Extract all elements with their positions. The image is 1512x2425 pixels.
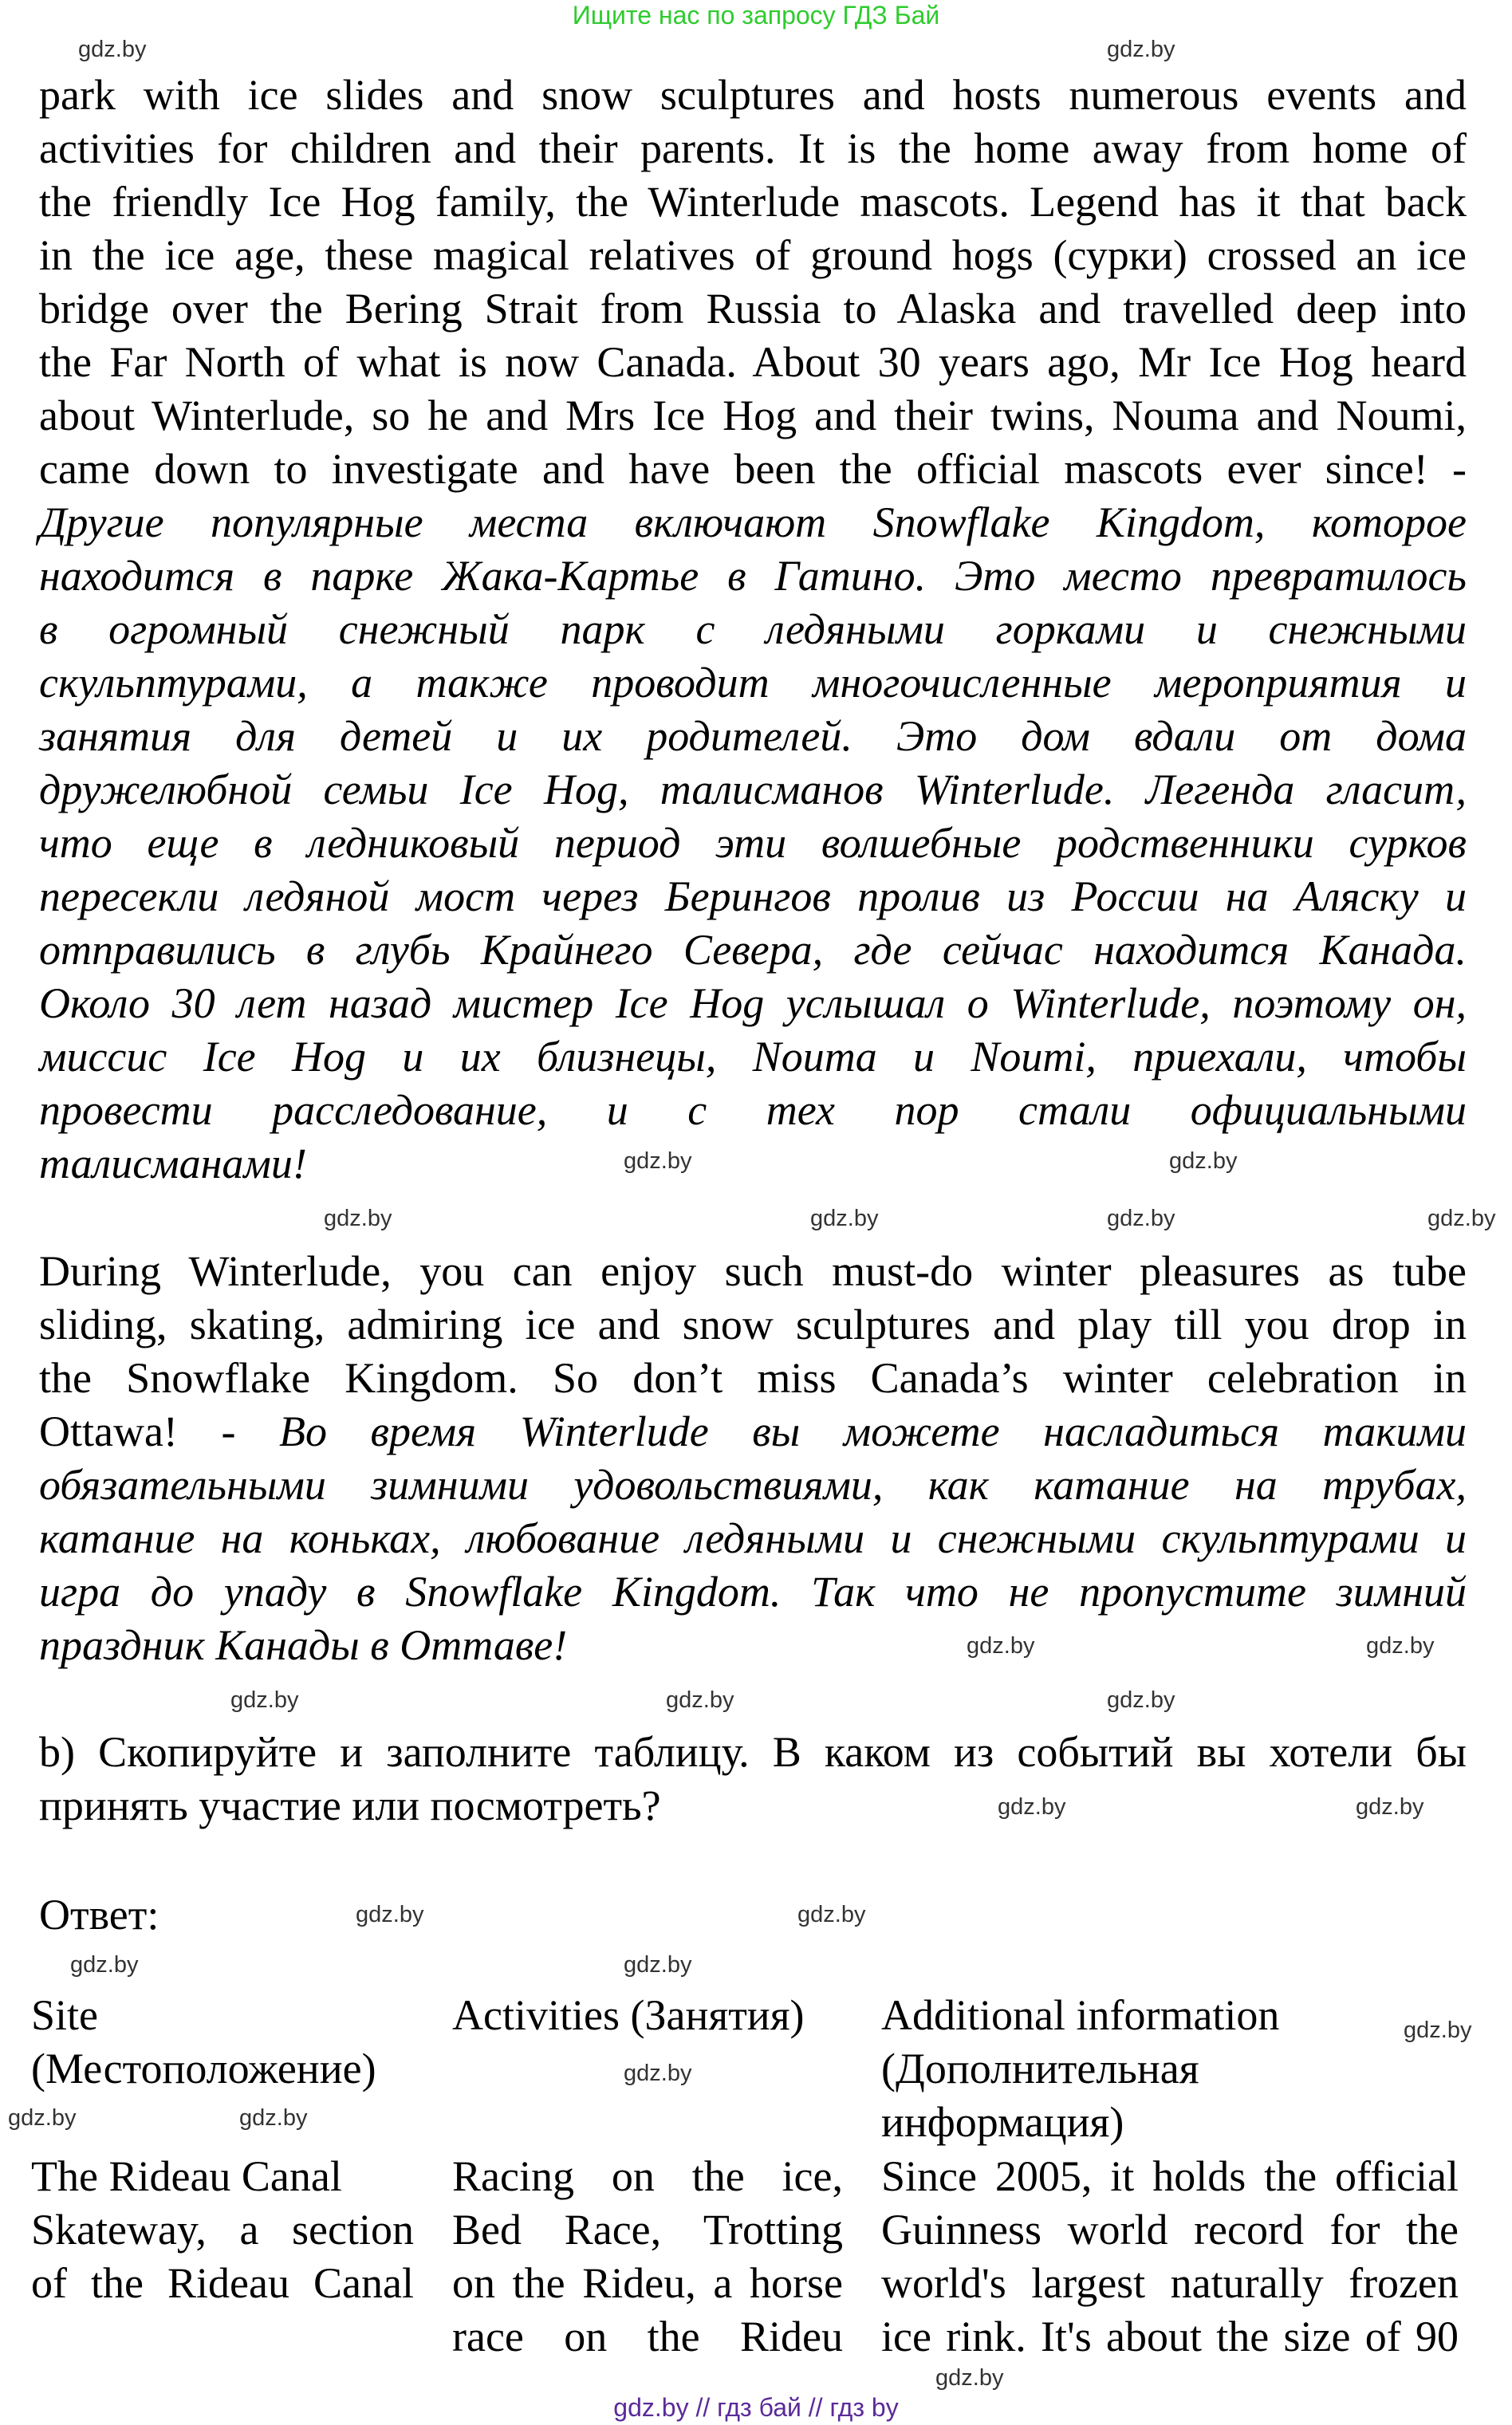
translation-text: праздник Канады в Оттаве!: [39, 1621, 568, 1669]
regular-text: park with ice slides and snow sculptures and hosts numerous events and: [39, 71, 1467, 119]
regular-text: Ottawa! -: [39, 1407, 279, 1455]
watermark-text: gdz.by: [239, 2105, 308, 2131]
table-cell-line: world's largest naturally frozen: [881, 2259, 1459, 2307]
regular-text: bridge over the Bering Strait from Russia to Alaska and travelled deep into: [39, 285, 1467, 333]
text-line: [39, 282, 1467, 336]
watermark-text: gdz.by: [797, 1902, 866, 1927]
regular-text: in the ice age, these magical relatives of ground hogs (сурки) crossed an ice: [39, 231, 1467, 279]
watermark-text: gdz.by: [624, 1952, 692, 1978]
text-line: [39, 496, 1467, 549]
watermark-text: gdz.by: [1427, 1206, 1496, 1231]
table-cell-line: of the Rideau Canal: [31, 2259, 414, 2307]
text-line: [39, 69, 1467, 122]
regular-text: принять участие или посмотреть?: [39, 1781, 661, 1829]
watermark-text: gdz.by: [356, 1902, 424, 1927]
regular-text: the Snowflake Kingdom. So don’t miss Canada’s winter celebration in: [39, 1354, 1467, 1402]
header-additional-info: [881, 1989, 1459, 2149]
text-line: [39, 549, 1467, 603]
translation-text: провести расследование, и с тех пор стали официальными: [39, 1086, 1467, 1134]
regular-text: During Winterlude, you can enjoy such must-do winter pleasures as tube: [39, 1247, 1467, 1295]
translation-text: находится в парке Жака-Картье в Гатино. Это место превратилось: [39, 552, 1467, 600]
translation-text: миссис Ice Hog и их близнецы, Nouma и Noumi, приехали, чтобы: [39, 1033, 1467, 1081]
table-cell-line: (Местоположение): [31, 2045, 376, 2092]
table-cell-line: Activities (Занятия): [452, 1991, 805, 2039]
translation-text: дружелюбной семьи Ice Hog, талисманов Winterlude. Легенда гласит,: [39, 766, 1467, 813]
table-cell-line: Racing on the ice,: [452, 2152, 843, 2200]
text-line: [39, 1405, 1467, 1459]
table-cell-line: информация): [881, 2098, 1124, 2146]
watermark-text: gdz.by: [998, 1794, 1066, 1820]
translation-text: Другие популярные места включают Snowflake Kingdom, которое: [39, 498, 1467, 546]
watermark-text: gdz.by: [666, 1687, 734, 1713]
paragraph-2: [39, 1245, 1467, 1672]
translation-text: отправились в глубь Крайнего Севера, где сейчас находится Канада.: [39, 926, 1467, 974]
text-line: [39, 710, 1467, 763]
cell-site: [31, 2150, 414, 2310]
text-line: [39, 1137, 1467, 1191]
table-cell-line: Bed Race, Trotting: [452, 2206, 843, 2254]
text-line: [39, 1779, 1467, 1833]
translation-text: Около 30 лет назад мистер Ice Hog услышал о Winterlude, поэтому он,: [39, 979, 1467, 1027]
watermark-text: gdz.by: [810, 1206, 879, 1231]
table-cell-line: race on the Rideu: [452, 2313, 843, 2360]
text-line: [39, 1459, 1467, 1512]
translation-text: катание на коньках, любование ледяными и снежными скульптурами и: [39, 1514, 1467, 1562]
text-line: [39, 923, 1467, 977]
regular-text: activities for children and their parents. It is the home away from home of: [39, 124, 1467, 172]
table-cell-line: Guinness world record for the: [881, 2206, 1459, 2254]
translation-text: талисманами!: [39, 1140, 307, 1187]
table-cell-line: Since 2005, it holds the official: [881, 2152, 1459, 2200]
paragraph-1: [39, 69, 1467, 1191]
watermark-text: gdz.by: [1366, 1633, 1435, 1659]
watermark-text: gdz.by: [624, 1148, 692, 1174]
regular-text: came down to investigate and have been the official mascots ever since! -: [39, 445, 1467, 493]
task-b: [39, 1726, 1467, 1833]
watermark-text: gdz.by: [1169, 1148, 1238, 1174]
watermark-text: gdz.by: [1404, 2018, 1472, 2043]
text-line: [39, 443, 1467, 496]
text-line: [39, 1245, 1467, 1298]
text-line: [39, 1619, 1467, 1672]
table-cell-line: Site: [31, 1991, 99, 2039]
watermark-text: gdz.by: [1107, 37, 1175, 62]
regular-text: b) Скопируйте и заполните таблицу. В каком из событий вы хотели бы: [39, 1728, 1467, 1776]
text-line: [39, 175, 1467, 229]
text-line: [39, 1565, 1467, 1619]
table-cell-line: on the Rideu, a horse: [452, 2259, 843, 2307]
watermark-text: gdz.by: [230, 1687, 299, 1713]
watermark-text: gdz.by: [78, 37, 147, 62]
table-cell-line: Skateway, a section: [31, 2206, 414, 2254]
text-line: [39, 656, 1467, 710]
text-line: [39, 122, 1467, 175]
watermark-text: gdz.by: [1107, 1206, 1175, 1231]
watermark-text: gdz.by: [967, 1633, 1035, 1659]
text-line: [39, 1084, 1467, 1137]
table-cell-line: ice rink. It's about the size of 90: [881, 2313, 1459, 2360]
regular-text: sliding, skating, admiring ice and snow sculptures and play till you drop in: [39, 1301, 1467, 1348]
text-line: [39, 817, 1467, 870]
text-line: [39, 763, 1467, 817]
translation-text: игра до упаду в Snowflake Kingdom. Так что не пропустите зимний: [39, 1568, 1467, 1616]
answer-label: [39, 1888, 1467, 1942]
text-line: [39, 336, 1467, 389]
regular-text: about Winterlude, so he and Mrs Ice Hog and their twins, Nouma and Noumi,: [39, 392, 1467, 439]
text-line: [39, 389, 1467, 443]
watermark-text: gdz.by: [324, 1206, 392, 1231]
table-cell-line: The Rideau Canal: [31, 2152, 342, 2200]
regular-text: the Far North of what is now Canada. About 30 years ago, Mr Ice Hog heard: [39, 338, 1467, 386]
text-line: [39, 1726, 1467, 1779]
text-line: [39, 1298, 1467, 1352]
translation-text: что еще в ледниковый период эти волшебные родственники сурков: [39, 819, 1467, 867]
text-line: [39, 603, 1467, 656]
translation-text: обязательными зимними удовольствиями, как катание на трубах,: [39, 1461, 1467, 1509]
text-line: [39, 977, 1467, 1030]
watermark-text: gdz.by: [1356, 1794, 1424, 1820]
answer-label-text: Ответ:: [39, 1891, 159, 1939]
search-banner[interactable]: Ищите нас по запросу ГДЗ Бай: [572, 1, 940, 30]
watermark-text: gdz.by: [70, 1952, 139, 1978]
header-site: [31, 1989, 414, 2096]
translation-text: в огромный снежный парк с ледяными горками и снежными: [39, 605, 1467, 653]
watermark-text: gdz.by: [1107, 1687, 1175, 1713]
cell-activities: [452, 2150, 843, 2364]
text-line: [39, 229, 1467, 282]
translation-text: пересекли ледяной мост через Берингов пролив из России на Аляску и: [39, 872, 1467, 920]
translation-text: скульптурами, а также проводит многочисленные мероприятия и: [39, 659, 1467, 707]
text-line: [39, 1512, 1467, 1565]
watermark-text: gdz.by: [624, 2061, 692, 2086]
table-cell-line: (Дополнительная: [881, 2045, 1199, 2092]
header-activities: [452, 1989, 843, 2042]
table-cell-line: Additional information: [881, 1991, 1280, 2039]
text-line: [39, 870, 1467, 923]
regular-text: the friendly Ice Hog family, the Winterlude mascots. Legend has it that back: [39, 178, 1467, 226]
text-line: [39, 1030, 1467, 1084]
translation-text: занятия для детей и их родителей. Это дом вдали от дома: [39, 712, 1467, 760]
watermark-text: gdz.by: [935, 2365, 1004, 2391]
footer-links[interactable]: gdz.by // гдз бай // гдз by: [613, 2393, 899, 2422]
translation-text: Во время Winterlude вы можете насладиться такими: [279, 1407, 1467, 1455]
watermark-text: gdz.by: [8, 2105, 77, 2131]
text-line: [39, 1352, 1467, 1405]
cell-additional-info: [881, 2150, 1459, 2364]
